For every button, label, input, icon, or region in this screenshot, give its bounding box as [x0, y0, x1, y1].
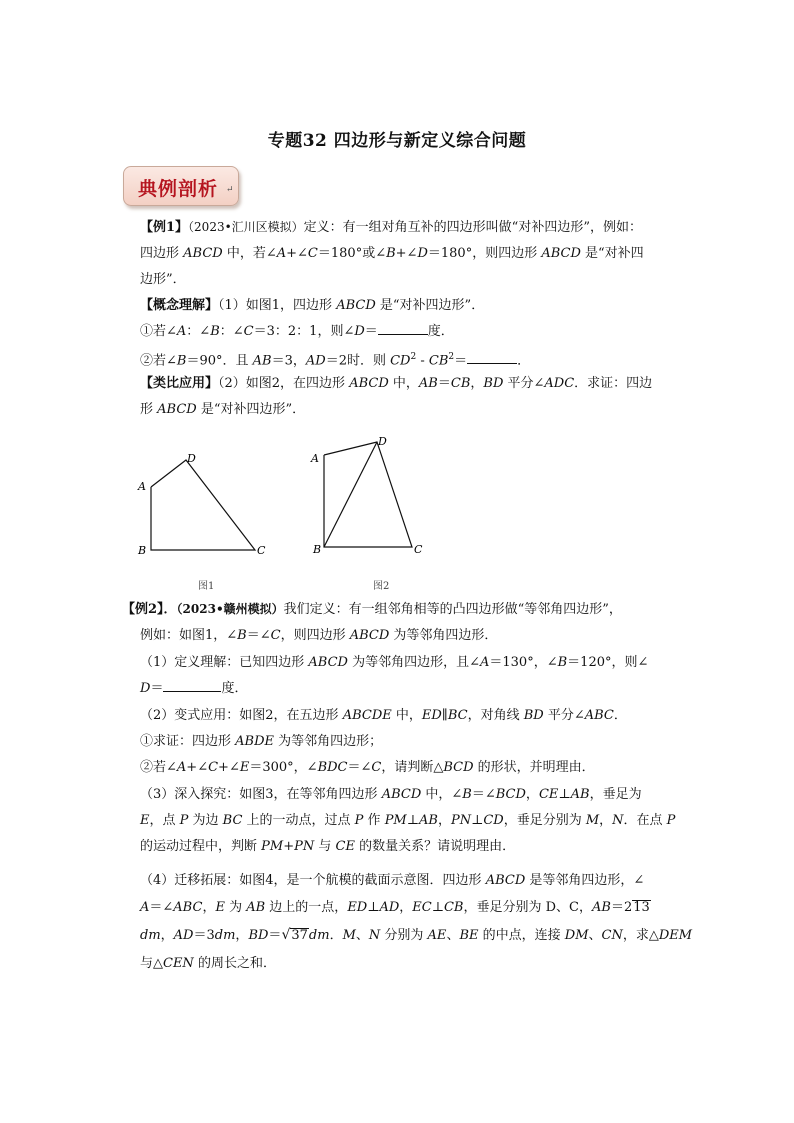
text: ，则四边形 — [280, 628, 350, 643]
text: ②若∠ — [140, 353, 177, 369]
sym: P — [179, 813, 189, 828]
text: +∠ — [218, 760, 240, 775]
q1-head: 【概念理解】 — [140, 298, 219, 313]
sym: CE — [335, 839, 355, 854]
sym: B — [386, 246, 396, 261]
ex1-line-1 — [140, 215, 642, 241]
text: ，垂足分别为 D、C， — [463, 900, 592, 915]
text: ，点 — [149, 813, 180, 828]
sym: AB — [418, 376, 438, 391]
sym: AB — [591, 900, 611, 915]
sym: C — [208, 760, 219, 775]
vertex-label-d: D — [378, 435, 387, 448]
sym: AB — [418, 813, 438, 828]
sym: CE — [538, 787, 559, 802]
text: 的中点，连接 — [478, 928, 565, 943]
text: + — [283, 839, 295, 854]
text: ⊥ — [431, 900, 444, 915]
ex2-part-1 — [140, 650, 648, 676]
sym: AD — [379, 900, 400, 915]
text: ，求△ — [622, 928, 659, 943]
sym: PM — [384, 813, 407, 828]
text: ， — [235, 928, 249, 943]
sym: ABCD — [381, 787, 422, 802]
ex2-part-2-i — [140, 729, 382, 755]
sym: A — [276, 246, 287, 261]
text: ⊥ — [471, 813, 484, 828]
text: ①若∠ — [140, 324, 177, 339]
text: （1）定义理解：已知四边形 — [140, 655, 309, 670]
text: （2）变式应用：如图2，在五边形 — [140, 708, 343, 723]
text: ＝300°，∠ — [249, 760, 318, 775]
text: ＝180°或∠ — [317, 246, 387, 261]
text: ．求证：四边 — [574, 376, 653, 391]
sym: BC — [447, 708, 468, 723]
text: 的数量关系？请说明理由． — [354, 839, 516, 854]
sym: A — [140, 900, 150, 915]
sym: BCD — [495, 787, 526, 802]
text: 平分∠ — [543, 708, 585, 723]
sym: M — [585, 813, 600, 828]
sym: N — [612, 813, 624, 828]
sym: CN — [601, 928, 623, 943]
text: ＝ — [364, 324, 378, 339]
q2-head: 【类比应用】 — [140, 376, 219, 391]
answer-blank — [378, 320, 428, 335]
document-title: 专题32 四边形与新定义综合问题 — [267, 131, 527, 151]
ex2-part-4-line4 — [140, 951, 276, 977]
sup: 2 — [448, 352, 455, 362]
ex2-part-4 — [140, 868, 644, 894]
text: ＝ — [150, 681, 164, 696]
sym: ABCD — [336, 298, 376, 313]
text: 是“对补四边形”． — [375, 298, 485, 313]
ex2-source: （2023•赣州模拟） — [176, 602, 284, 616]
sym: C — [307, 246, 318, 261]
text: 与△ — [140, 956, 163, 971]
ex2-part-4-line3 — [140, 923, 692, 949]
ex1-q2-line2 — [140, 397, 305, 423]
sym: EC — [412, 900, 432, 915]
ex2-part-4-line2 — [140, 895, 651, 921]
sym: ABCD — [541, 246, 581, 261]
sup: 2 — [410, 352, 417, 362]
text: ＝120°，则∠ — [567, 655, 649, 670]
sym: BE — [459, 928, 479, 943]
text: ＝2 — [610, 900, 633, 915]
text: （3）深入探究：如图3，在等邻角四边形 — [140, 787, 382, 802]
text: +∠ — [286, 246, 308, 261]
sym: CB — [450, 376, 471, 391]
ex1-line-2 — [140, 241, 644, 267]
text: 中， — [388, 376, 419, 391]
text: ：∠ — [186, 324, 211, 339]
sqrt-13: 13 — [633, 900, 650, 915]
sym: D — [417, 246, 428, 261]
ex2-line-1 — [122, 597, 622, 623]
vertex-label-c: C — [414, 543, 423, 556]
sym: BDC — [317, 760, 348, 775]
vertex-label-b: B — [313, 543, 322, 556]
vertex-label-a: A — [138, 480, 146, 493]
sqrt-37: 37 — [291, 928, 308, 943]
text: 四边形 — [140, 246, 184, 261]
text: 度． — [427, 324, 454, 339]
vertex-label-d: D — [187, 452, 196, 465]
diagonal-bd — [324, 442, 377, 547]
sym: DM — [564, 928, 589, 943]
ex2-part-3-line2 — [140, 808, 675, 834]
vertex-label-a: A — [311, 452, 319, 465]
sym: ABCD — [157, 402, 197, 417]
sym: AD — [305, 353, 326, 369]
ex1-q1 — [140, 293, 484, 319]
vertex-label-c: C — [257, 544, 266, 557]
sym: E — [239, 760, 250, 775]
text: ＝∠ — [471, 787, 496, 802]
sym: M — [342, 928, 356, 943]
text: ＝180°，则四边形 — [427, 246, 542, 261]
text: ， — [202, 900, 216, 915]
sym: BD — [483, 376, 504, 391]
text: ． — [329, 928, 343, 943]
text: ＝ — [437, 376, 451, 391]
section-badge — [123, 166, 239, 206]
text: ， — [470, 376, 484, 391]
ex1-head: 【例1】 — [140, 220, 189, 235]
quadrilateral-abcd — [324, 442, 412, 547]
sym: C — [243, 324, 254, 339]
text: ＝90°．且 — [186, 353, 253, 369]
ex2-part-1-line2 — [140, 676, 247, 702]
quadrilateral-abcd — [151, 460, 255, 550]
text: ＝130°，∠ — [489, 655, 558, 670]
sym: PN — [450, 813, 472, 828]
text: ， — [525, 787, 539, 802]
figure-1 — [130, 440, 280, 600]
text: ⊥ — [406, 813, 419, 828]
answer-blank — [163, 677, 221, 692]
sym: CD — [390, 353, 411, 369]
text: 、 — [446, 928, 460, 943]
sym: A — [176, 324, 187, 339]
sym: B — [210, 324, 220, 339]
sym: BC — [222, 813, 243, 828]
sym: dm — [214, 928, 236, 943]
figure-2 — [305, 430, 435, 600]
sym: ABC — [173, 900, 203, 915]
text: 为等邻角四边形，且∠ — [347, 655, 480, 670]
sym: B — [557, 655, 568, 670]
text: 中， — [391, 708, 422, 723]
ex2-part-2-ii — [140, 755, 595, 781]
sym: BD — [523, 708, 544, 723]
text: ，垂足为 — [589, 787, 642, 802]
sym: E — [215, 900, 225, 915]
sqrt-sign: √ — [281, 927, 291, 943]
sym: ABCD — [349, 376, 389, 391]
text: ∥ — [441, 708, 448, 723]
ex2-part-3-line3 — [140, 834, 515, 860]
text: ：∠ — [219, 324, 244, 339]
text: 为等邻角四边形； — [274, 734, 383, 749]
sym: P — [354, 813, 364, 828]
text: （4）迁移拓展：如图4，是一个航模的截面示意图．四边形 — [140, 873, 486, 888]
text: ＝∠ — [149, 900, 174, 915]
sym: PN — [294, 839, 315, 854]
sym: B — [237, 628, 247, 643]
sym: ABCDE — [342, 708, 392, 723]
sym: CB — [443, 900, 464, 915]
text: ， — [399, 900, 413, 915]
text: ＝∠ — [246, 628, 271, 643]
text: ， — [160, 928, 174, 943]
sym: PM — [261, 839, 284, 854]
text: ＝∠ — [347, 760, 372, 775]
sym: A — [480, 655, 490, 670]
sym: A — [176, 760, 187, 775]
sym: E — [140, 813, 150, 828]
sym: ABCD — [485, 873, 526, 888]
sym: AE — [427, 928, 447, 943]
text: 为等邻角四边形． — [389, 628, 498, 643]
text: ⊥ — [558, 787, 571, 802]
sym: ADC — [544, 376, 575, 391]
sym: ABCD — [183, 246, 223, 261]
ex2-line-2 — [140, 623, 497, 649]
text: 形 — [140, 402, 158, 417]
text: 为 — [224, 900, 247, 915]
text: （2）如图2，在四边形 — [218, 376, 350, 391]
text: 中，若∠ — [222, 246, 277, 261]
figure-1-caption: 图1 — [198, 581, 215, 592]
ex1-q1-b — [140, 345, 530, 374]
text: dm — [140, 928, 161, 943]
paragraph-mark: ↵ — [226, 185, 234, 195]
sym: AB — [246, 900, 266, 915]
sym: ABC — [584, 708, 614, 723]
text: ，对角线 — [467, 708, 524, 723]
text: +∠ — [186, 760, 209, 775]
text: ＝ — [454, 353, 468, 369]
text: 的运动过程中，判断 — [140, 839, 262, 854]
answer-blank — [467, 349, 517, 364]
figure-1-diagram — [130, 440, 280, 600]
figure-2-diagram — [305, 430, 435, 600]
text: 中，∠ — [421, 787, 463, 802]
figure-2-caption: 图2 — [373, 581, 390, 592]
text: 、 — [355, 928, 369, 943]
text: ＝ — [268, 928, 282, 943]
section-badge-label: 典例剖析 — [138, 178, 219, 200]
text: ．在点 — [623, 813, 667, 828]
text: 的周长之和． — [193, 956, 276, 971]
sym: AB — [570, 787, 590, 802]
ex2-part-2 — [140, 703, 627, 729]
text: ， — [599, 813, 613, 828]
text: ＝3， — [271, 353, 306, 369]
text: 为边 — [188, 813, 223, 828]
ex2-head: 【例2】． — [122, 602, 177, 617]
sym: D — [354, 324, 365, 339]
text: ①求证：四边形 — [140, 734, 236, 749]
text: ＝2时．则 — [325, 353, 391, 369]
text: ． — [613, 708, 627, 723]
text: - — [416, 353, 429, 369]
sym: BCD — [443, 760, 474, 775]
sym: N — [368, 928, 381, 943]
text: ＝3 — [193, 928, 215, 943]
text: （1）如图1，四边形 — [218, 298, 337, 313]
ex2-part-3 — [140, 782, 642, 808]
text: ⊥ — [367, 900, 380, 915]
ex1-q2 — [140, 371, 652, 397]
sym: B — [176, 353, 187, 369]
ex1-source: （2023•汇川区模拟） — [188, 220, 304, 234]
text: 作 — [363, 813, 385, 828]
text: 边上的一点， — [265, 900, 348, 915]
text: 是“对补四边形”． — [196, 402, 306, 417]
sym: CD — [483, 813, 504, 828]
vertex-label-b: B — [138, 544, 147, 557]
text: 的形状，并明理由． — [473, 760, 595, 775]
sym: D — [140, 681, 151, 696]
sym: ABCD — [308, 655, 348, 670]
text: 、 — [588, 928, 602, 943]
text: ＝3：2：1，则∠ — [253, 324, 355, 339]
ex1-line-3: 边形”． — [140, 272, 186, 287]
sym: AD — [173, 928, 194, 943]
text: 我们定义：有一组邻角相等的凸四边形做“等邻角四边形”， — [283, 602, 622, 617]
text: 与 — [314, 839, 336, 854]
sym: C — [270, 628, 281, 643]
text: 是“对补四 — [580, 246, 644, 261]
sym: CB — [428, 353, 449, 369]
text: ，请判断△ — [381, 760, 444, 775]
text: 度． — [221, 681, 248, 696]
text: 例如：如图1，∠ — [140, 628, 238, 643]
text: 分别为 — [380, 928, 428, 943]
text: ， — [437, 813, 451, 828]
ex1-q1-a — [140, 319, 454, 345]
text: ． — [517, 353, 531, 369]
sym: P — [666, 813, 676, 828]
text: +∠ — [395, 246, 418, 261]
text: ，垂足分别为 — [503, 813, 586, 828]
text: 上的一动点，过点 — [242, 813, 355, 828]
ex1-definition: 定义：有一组对角互补的四边形叫做“对补四边形”，例如： — [303, 220, 642, 235]
sym: ED — [421, 708, 442, 723]
sym: BD — [248, 928, 269, 943]
sym: ABDE — [235, 734, 274, 749]
sym: DEM — [658, 928, 693, 943]
sym: CEN — [163, 956, 194, 971]
text: 是等邻角四边形，∠ — [525, 873, 645, 888]
sym: AB — [252, 353, 272, 369]
sym: B — [462, 787, 472, 802]
sym: C — [371, 760, 382, 775]
sym: ED — [347, 900, 368, 915]
sym: ABCD — [349, 628, 390, 643]
text: 平分∠ — [503, 376, 545, 391]
text: ②若∠ — [140, 760, 177, 775]
sym: dm — [308, 928, 330, 943]
